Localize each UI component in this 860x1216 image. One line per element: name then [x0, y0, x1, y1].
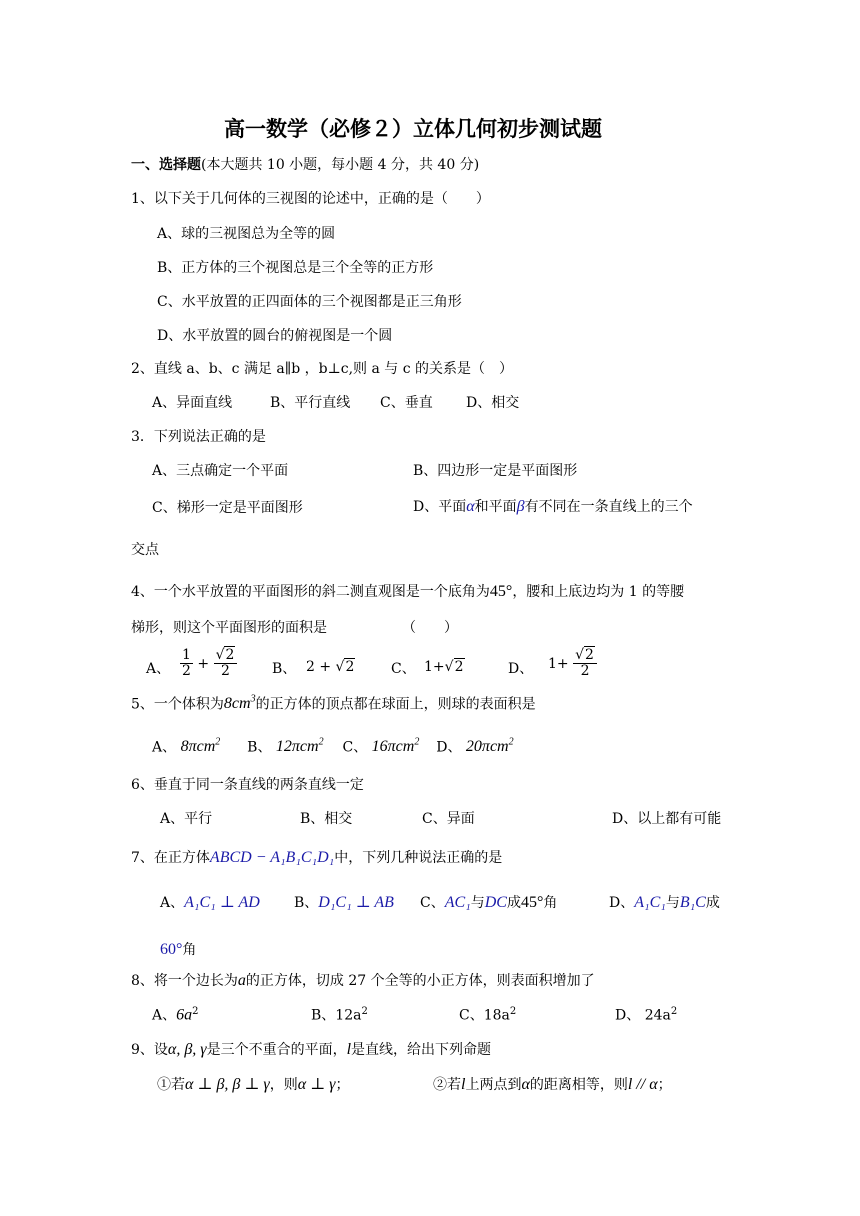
fraction-half: $\frac{1}{2}$ — [182, 647, 191, 680]
section-note: (本大题共 10 小题，每小题 4 分，共 40 分) — [201, 157, 480, 173]
q5-option-c-value: 16πcm$^2$ — [371, 737, 420, 756]
q6-option-b: B、相交 — [300, 811, 353, 827]
angle-45: 45° — [489, 583, 513, 600]
q5-option-b-label: B、 — [247, 739, 272, 756]
q8-stem: 8、将一个边长为a的正方体，切成 27 个全等的小正方体，则表面积增加了 — [131, 972, 595, 989]
q7-stem: 7、在正方体ABCD − A₁B₁C₁D₁中，下列几种说法正确的是 — [131, 849, 503, 866]
q4-option-c-expr: 1+√2 — [424, 659, 464, 675]
side-length-var: a — [237, 972, 246, 989]
q3-option-a: A、三点确定一个平面 — [152, 463, 289, 479]
q8-option-a: A、$6a^2$ — [152, 1006, 199, 1024]
q2-option-b: B、平行直线 — [270, 395, 351, 411]
section-header — [131, 158, 479, 172]
q7-option-d: D、A₁C₁与B₁C成 — [609, 894, 720, 911]
volume-expr: $8cm^3$ — [223, 694, 256, 713]
q3-option-d: D、平面α和平面β有不同在一条直线上的三个 — [413, 498, 693, 515]
q5-option-c-label: C、 — [342, 739, 368, 756]
q2-option-d: D、相交 — [466, 395, 520, 411]
q4-stem: 4、一个水平放置的平面图形的斜二测直观图是一个底角为45°，腰和上底边均为 1 的等腰 — [131, 583, 685, 600]
q8-option-d: D、 $24a^2$ — [615, 1006, 678, 1024]
q7-option-a: A、A₁C₁ ⊥ AD — [160, 894, 260, 911]
page-title: 高一数学（必修２）立体几何初步测试题 — [224, 116, 602, 141]
q6-option-a: A、平行 — [160, 811, 213, 827]
q3-stem: 3．下列说法正确的是 — [131, 429, 266, 445]
q5-options — [152, 738, 514, 755]
q1-option-a: A、球的三视图总为全等的圆 — [157, 226, 336, 242]
q2-stem: 2、直线 a、b、c 满足 a∥b ，b⊥c,则 a 与 c 的关系是（ ） — [131, 361, 514, 377]
q9-proposition-1: ①若α ⊥ β, β ⊥ γ，则α ⊥ γ； — [157, 1076, 350, 1093]
q4-option-c-label: C、 — [391, 661, 416, 677]
q8-option-b: B、$12a^2$ — [311, 1006, 368, 1024]
q9-stem: 9、设α, β, γ是三个不重合的平面，l是直线，给出下列命题 — [131, 1041, 492, 1058]
q4-option-b-label: B、 — [272, 661, 297, 677]
q2-option-c: C、垂直 — [380, 395, 433, 411]
q5-option-a-value: 8πcm$^2$ — [180, 737, 221, 756]
q5-stem: 5、一个体积为$8cm^3$的正方体的顶点都在球面上，则球的表面积是 — [131, 694, 536, 713]
q6-option-c: C、异面 — [422, 811, 475, 827]
q4-option-b-expr: 2 + √2 — [306, 659, 355, 675]
q1-option-d: D、水平放置的圆台的俯视图是一个圆 — [157, 328, 393, 344]
q6-option-d: D、以上都有可能 — [612, 811, 722, 827]
q6-stem: 6、垂直于同一条直线的两条直线一定 — [131, 777, 364, 793]
q4-option-a-label: A、 — [146, 661, 171, 677]
q3-option-b: B、四边形一定是平面图形 — [413, 463, 578, 479]
q4-option-a-expr: $\frac{1}{2}$ + $\frac{√2}{2}$ — [180, 648, 237, 680]
alpha-symbol: α — [466, 498, 475, 515]
plane-vars: α, β, γ — [167, 1041, 207, 1058]
q8-option-c: C、$18a^2$ — [459, 1006, 517, 1024]
q7-option-b: B、D₁C₁ ⊥ AB — [294, 894, 394, 911]
q5-option-d-value: 20πcm$^2$ — [465, 737, 514, 756]
q4-option-d-label: D、 — [508, 661, 534, 677]
q5-option-a-label: A、 — [152, 739, 177, 756]
q3-option-c: C、梯形一定是平面图形 — [152, 500, 303, 516]
beta-symbol: β — [516, 498, 525, 515]
cube-name: ABCD − A₁B₁C₁D₁ — [209, 849, 335, 866]
section-label: 一、选择题 — [131, 157, 201, 173]
fraction-root2-over-2: $\frac{√2}{2}$ — [214, 648, 238, 680]
q2-option-a: A、异面直线 — [152, 395, 233, 411]
q9-proposition-2: ②若l上两点到α的距离相等，则l // α； — [433, 1076, 672, 1093]
q5-option-b-value: 12πcm$^2$ — [275, 737, 324, 756]
q4-option-d-expr: 1+ $\frac{√2}{2}$ — [548, 648, 597, 680]
q4-answer-paren: （ ） — [402, 620, 458, 636]
q7-option-c: C、AC₁与DC成45°角 — [420, 894, 558, 911]
q7-option-d-wrap: 60°角 — [160, 941, 197, 958]
q3-option-d-wrap: 交点 — [131, 542, 159, 558]
q5-option-d-label: D、 — [436, 739, 462, 756]
q4-stem-wrap: 梯形，则这个平面图形的面积是 — [131, 620, 327, 636]
line-var: l — [346, 1041, 352, 1058]
q1-option-b: B、正方体的三个视图总是三个全等的正方形 — [157, 260, 434, 276]
fraction-root2-over-2: $\frac{√2}{2}$ — [573, 648, 597, 680]
q1-stem: 1、以下关于几何体的三视图的论述中，正确的是（ ） — [131, 191, 490, 207]
q1-option-c: C、水平放置的正四面体的三个视图都是正三角形 — [157, 294, 462, 310]
